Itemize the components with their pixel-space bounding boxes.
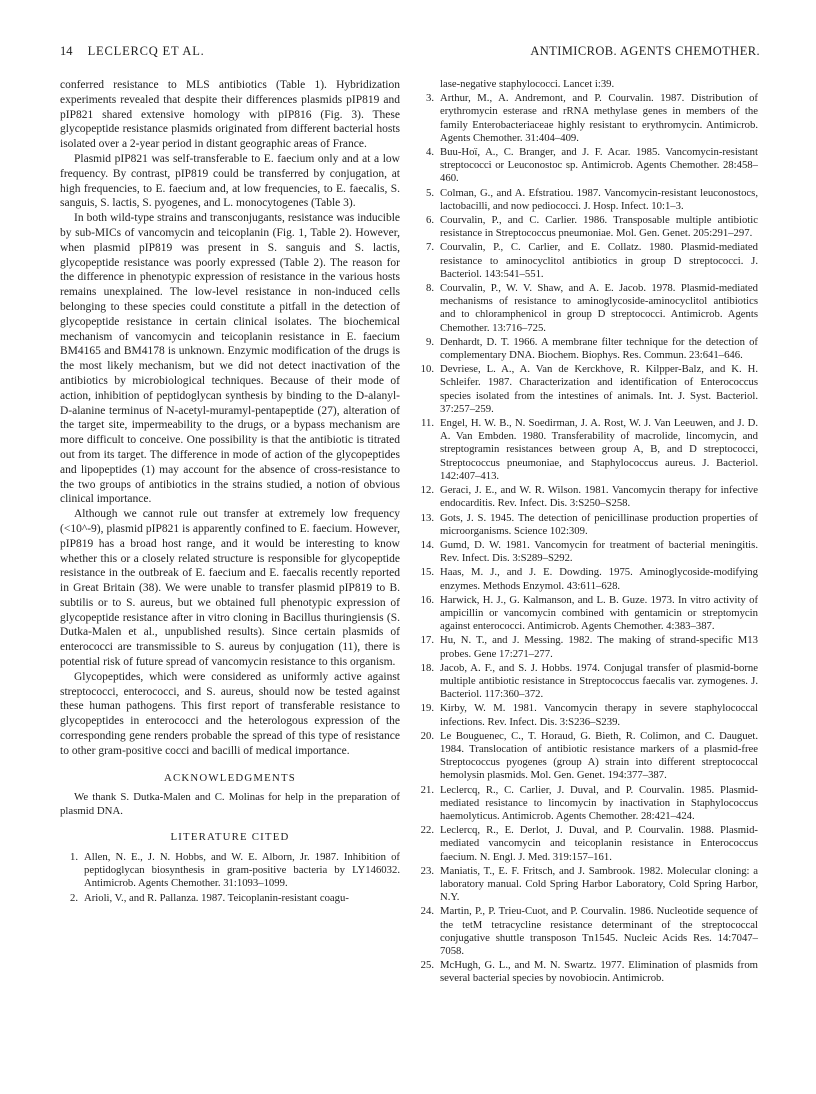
reference-item [416,634,758,660]
reference-number: 21. [420,783,434,796]
reference-item [416,92,758,145]
reference-number: 20. [420,729,434,742]
left-column [60,78,400,1078]
reference-number: 15. [420,566,434,579]
reference-text: Haas, M. J., and J. E. Dowding. 1975. Aminoglycoside-modifying enzymes. Methods Enzymol. 43:611–628. [440,566,758,592]
reference-text: Jacob, A. F., and S. J. Hobbs. 1974. Conjugal transfer of plasmid-borne multiple antibiotic resistance in Streptococcus faecalis var. zymogenes. J. Bacteriol. 117:360–372. [440,661,758,701]
reference-text: Courvalin, P., C. Carlier, and E. Collatz. 1980. Plasmid-mediated resistance to aminocyclitol antibiotics in group D streptococci. J. Bacteriol. 143:541–551. [440,241,758,280]
reference-text: Kirby, W. M. 1981. Vancomycin therapy in severe staphylococcal infections. Rev. Infect. Dis. 3:S236–S239. [440,702,758,728]
page-number: 14 [60,44,73,58]
reference-number: 23. [420,864,434,877]
literature-heading: LITERATURE CITED [170,831,290,844]
reference-text: Colman, G., and A. Efstratiou. 1987. Vancomycin-resistant leuconostocs, lactobacilli, and now pediococci. J. Hosp. Infect. 10:1–3. [440,186,758,212]
reference-number: 18. [420,661,434,674]
reference-text: Allen, N. E., J. N. Hobbs, and W. E. Alborn, Jr. 1987. Inhibition of peptidoglycan biosynthesis in gram-positive bacteria by LY146032. Antimicrob. Agents Chemother. 31:1093–1099. [84,851,400,890]
reference-item [416,824,758,864]
reference-number: 4. [425,146,434,159]
reference-item [416,566,758,592]
reference-text: Geraci, J. E., and W. R. Wilson. 1981. Vancomycin therapy for infective endocarditis. Rev. Infect. Dis. 3:S250–S258. [440,484,758,510]
body-paragraph: Glycopeptides, which were considered as uniformly active against streptococci, enterococci, and S. aureus, should now be tested against these human pathogens. This first report of transferable resistance to glycopeptides in enterococci and the heterologous expression of the corresponding gene renders probable the spread of this type of resistance to other gram-positive cocci and bacilli of medical importance. [60,670,400,757]
header-journal: ANTIMICROB. AGENTS CHEMOTHER. [530,44,760,58]
reference-text: Le Bouguenec, C., T. Horaud, G. Bieth, R. Colimon, and C. Dauguet. 1984. Translocation of antibiotic resistance markers of a plasmid-free Streptococcus pyogenes (group A) strain into different streptococcal hemolysin plasmids. Mol. Gen. Genet. 194:377–387. [440,729,758,782]
reference-item [416,784,758,824]
acknowledgments-text: We thank S. Dutka-Malen and C. Molinas for help in the preparation of plasmid DNA. [60,791,400,817]
reference-item [416,662,758,702]
reference-number: 13. [420,511,434,524]
body-paragraph: conferred resistance to MLS antibiotics (Table 1). Hybridization experiments revealed that despite their differences plasmids pIP819 and pIP821 shared extensive homology with pIP816 (Fig. 3). These glycopeptide resistance plasmids originated from different bacterial hosts isolated over a 2-year period in distant geographic areas of France. [60,79,400,151]
reference-text: Maniatis, T., E. F. Fritsch, and J. Sambrook. 1982. Molecular cloning: a laboratory manual. Cold Spring Harbor Laboratory, Cold Spring Harbor, N.Y. [440,864,758,904]
reference-text: McHugh, G. L., and M. N. Swartz. 1977. Elimination of plasmids from several bacterial species by novobiocin. Antimicrob. [440,959,758,985]
reference-number: 11. [421,417,434,430]
reference-text: Gots, J. S. 1945. The detection of penicillinase production properties of microorganisms. Science 102:309. [440,511,758,537]
body-paragraph: In both wild-type strains and transconjugants, resistance was inducible by sub-MICs of vancomycin and teicoplanin (Fig. 1, Table 2). However, when plasmid pIP819 was present in S. sanguis and S. lactis, glycopeptide resistance was poorly expressed (Table 2). The reason for the difference in phenotypic expression of resistance in the various hosts remains unexplained. The low-level resistance in non-induced cells belonging to these species could constitute a pitfall in the detection of glycopeptide resistance in certain clinical isolates. The biochemical mechanism of vancomycin and teicoplanin resistance in E. faecium BM4165 and BM4178 is unknown. Enzymic modification of the drugs is the most likely mechanism, but we did not detect inactivation of the antibiotics by microbiological techniques. Because of their mode of action, inhibition of peptidoglycan synthesis by binding to the D-alanyl-D-alanine terminus of N-acetyl-muramyl-pentapeptide (27), alteration of the target site, impermeability to the drugs, or a bypass mechanism are more difficult to conceive. One possibility is that the antibiotic is titrated out from its target. The difference in mode of action of the glycopeptides and lipopeptides (1) may account for the absence of cross-resistance to the two groups of antibiotics in the strains studied, a notion of obvious clinical importance. [60,212,400,506]
reference-item [416,187,758,213]
reference-item [416,905,758,958]
reference-item [416,865,758,905]
reference-number: 12. [420,484,434,497]
reference-number: 7. [425,241,434,254]
reference-continuation: lase-negative staphylococci. Lancet i:39. [440,78,615,90]
reference-number: 3. [425,92,434,105]
reference-item [416,484,758,510]
header-authors: LECLERCQ ET AL. [87,44,205,58]
reference-number: 1. [69,851,78,864]
reference-list-right [416,92,758,985]
reference-text: Engel, H. W. B., N. Soedirman, J. A. Rost, W. J. Van Leeuwen, and J. D. A. Van Embden. 1980. Transferability of macrolide, lincomycin, and streptogramin resistances between group A, B, and D streptococci, Streptococcus pneumoniae, and Staphylococcus aureus. J. Bacteriol. 142:407–413. [440,417,758,482]
reference-text: Devriese, L. A., A. Van de Kerckhove, R. Kilpper-Balz, and K. H. Schleifer. 1987. Characterization and identification of Enterococcus species isolated from the intestines of animals. Int. J. Syst. Bacteriol. 37:257–259. [440,363,758,415]
reference-item [60,851,400,891]
reference-item [416,336,758,362]
reference-number: 8. [425,282,434,295]
reference-item [416,959,758,985]
reference-text: Hu, N. T., and J. Messing. 1982. The making of strand-specific M13 probes. Gene 17:271–277. [440,634,758,660]
reference-text: Martin, P., P. Trieu-Cuot, and P. Courvalin. 1986. Nucleotide sequence of the tetM tetracycline resistance determinant of the streptococcal conjugative shuttle transposon Tn1545. Nucleic Acids Res. 14:7047–7058. [440,905,758,957]
reference-number: 5. [425,186,434,199]
reference-number: 19. [420,702,434,715]
body-paragraph: Although we cannot rule out transfer at extremely low frequency (<10^-9), plasmid pIP821 is apparently confined to E. faecium. However, pIP819 has a broad host range, and it would be interesting to know whether this or a closely related structure is responsible for glycopeptide resistance in the outbreak of E. faecium and E. faecalis recently reported in Great Britain (38). We were unable to transfer plasmid pIP819 to B. subtilis or to S. aureus, but we obtained full phenotypic expression of glycopeptide resistance after in vitro cloning in Bacillus thuringiensis (S. Dutka-Malen et al., unpublished results). Since certain plasmids of enterococci are transmissible to S. aureus by conjugation (11), there is potential risk of future spread of vancomycin resistance to this organism. [60,508,400,669]
reference-item [416,730,758,783]
reference-text: Arthur, M., A. Andremont, and P. Courvalin. 1987. Distribution of erythromycin esterase and rRNA methylase genes in members of the family Enterobacteriaceae highly resistant to erythromycin. Antimicrob. Agents Chemother. 31:404–409. [440,92,758,144]
body-paragraph: Plasmid pIP821 was self-transferable to E. faecium only and at a low frequency. By contrast, pIP819 could be transferred by conjugation, at high frequencies, to E. faecium and, at low frequencies, to E. faecalis, S. sanguis, S. lactis, S. pyogenes, and L. monocytogenes (Table 3). [60,152,400,210]
acknowledgments-heading: ACKNOWLEDGMENTS [164,771,296,784]
reference-text: Leclercq, R., C. Carlier, J. Duval, and P. Courvalin. 1985. Plasmid-mediated resistance to lincomycin by inactivation in Staphylococcus haemolyticus. Antimicrob. Agents Chemother. 28:421–424. [440,783,758,822]
reference-number: 17. [420,634,434,647]
running-header [60,44,760,64]
reference-number: 6. [425,214,434,227]
reference-list-left [60,851,400,905]
reference-text: Arioli, V., and R. Pallanza. 1987. Teicoplanin-resistant coagu- [84,891,349,904]
reference-text: Courvalin, P., W. V. Shaw, and A. E. Jacob. 1978. Plasmid-mediated mechanisms of resistance to aminoglycoside-aminocyclitol antibiotics and to chloramphenicol in group D streptococci. Antimicrob. Agents Chemother. 13:716–725. [440,282,758,334]
reference-number: 25. [420,959,434,972]
reference-text: Gumd, D. W. 1981. Vancomycin for treatment of bacterial meningitis. Rev. Infect. Dis. 3:S289–S292. [440,538,758,565]
reference-number: 22. [420,824,434,837]
right-column [416,78,758,1078]
reference-number: 14. [420,538,434,551]
reference-text: Buu-Hoï, A., C. Branger, and J. F. Acar. 1985. Vancomycin-resistant streptococci or Leuconostoc sp. Antimicrob. Agents Chemother. 28:458–460. [440,146,758,185]
reference-item [416,417,758,483]
reference-item [416,282,758,335]
reference-text: Harwick, H. J., G. Kalmanson, and L. B. Guze. 1973. In vitro activity of ampicillin or vancomycin combined with gentamicin or streptomycin against enterococci. Antimicrob. Agents Chemother. 4:383–387. [440,593,758,633]
reference-number: 16. [420,593,434,606]
reference-text: Denhardt, D. T. 1966. A membrane filter technique for the detection of complementary DNA. Biochem. Biophys. Res. Commun. 23:641–646. [440,335,758,362]
reference-text: Leclercq, R., E. Derlot, J. Duval, and P. Courvalin. 1988. Plasmid-mediated vancomycin and teicoplanin resistance in Enterococcus faecium. N. Engl. J. Med. 319:157–161. [440,824,758,863]
reference-item [416,214,758,240]
reference-item [416,512,758,538]
reference-number: 24. [420,905,434,918]
reference-item [416,363,758,416]
reference-item [416,241,758,281]
reference-number: 9. [425,335,434,348]
reference-text: Courvalin, P., and C. Carlier. 1986. Transposable multiple antibiotic resistance in Streptococcus pneumoniae. Mol. Gen. Genet. 205:291–297. [440,214,758,240]
header-left [60,44,205,59]
reference-number: 10. [420,363,434,376]
reference-item [416,594,758,634]
reference-item [416,539,758,565]
reference-item [416,702,758,728]
reference-item [416,146,758,186]
reference-item [60,892,400,905]
reference-number: 2. [69,891,78,904]
